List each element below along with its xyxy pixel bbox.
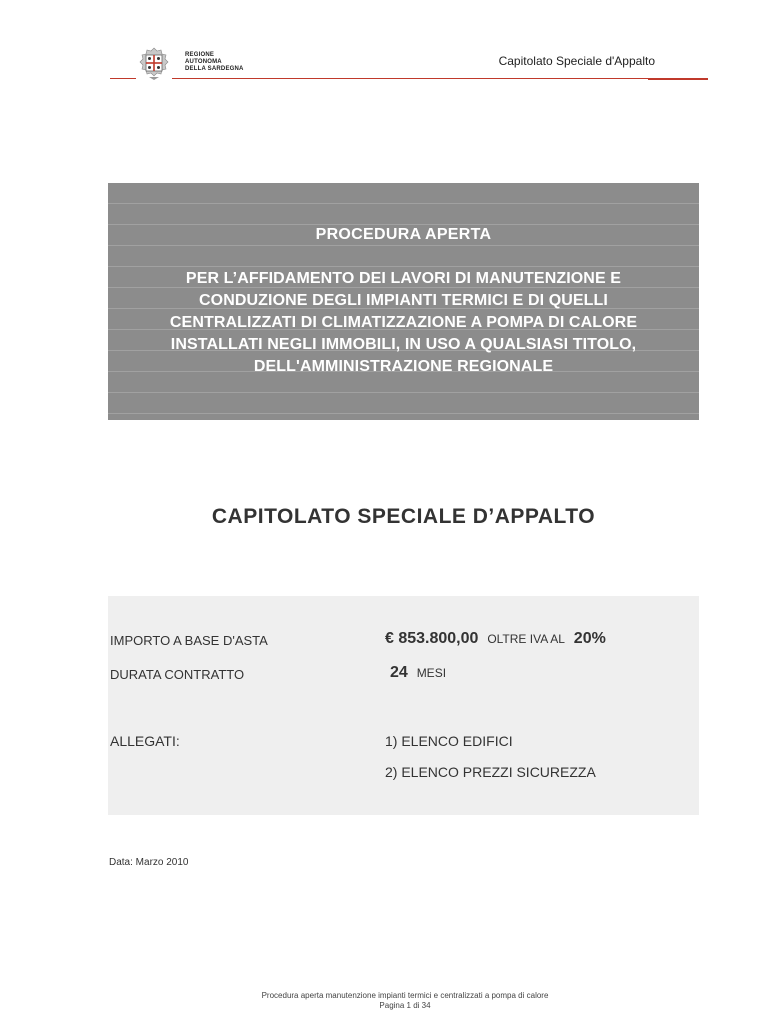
- durata-number: 24: [390, 664, 408, 681]
- allegati-label: ALLEGATI:: [110, 733, 180, 749]
- organization-name: [185, 52, 244, 73]
- durata-unit: MESI: [416, 666, 447, 680]
- procedure-line: DELL'AMMINISTRAZIONE REGIONALE: [253, 358, 554, 375]
- importo-amount: € 853.800,00: [385, 630, 479, 647]
- allegati-item: 2) ELENCO PREZZI SICUREZZA: [385, 764, 596, 780]
- page-number: Pagina 1 di 34: [379, 1001, 431, 1010]
- org-line-1: REGIONE: [185, 52, 215, 58]
- document-date: Data: Marzo 2010: [109, 857, 189, 868]
- durata-value: [390, 664, 446, 682]
- org-line-2: AUTONOMA: [185, 59, 222, 65]
- procedure-description: [118, 268, 689, 378]
- importo-oltre: OLTRE IVA AL: [487, 632, 565, 646]
- main-title: CAPITOLATO SPECIALE D’APPALTO: [211, 505, 596, 528]
- procedure-title-box: [108, 183, 699, 420]
- procedure-title: PROCEDURA APERTA: [315, 226, 492, 243]
- coat-of-arms-icon: [137, 47, 171, 81]
- contract-details-box: [108, 596, 699, 815]
- header-rule-left: [110, 78, 136, 79]
- org-line-3: DELLA SARDEGNA: [185, 66, 244, 72]
- importo-label: IMPORTO A BASE D'ASTA: [110, 633, 268, 648]
- header-document-title: Capitolato Speciale d'Appalto: [498, 54, 655, 68]
- procedure-line: CENTRALIZZATI DI CLIMATIZZAZIONE A POMPA DI CALORE: [169, 314, 638, 331]
- durata-label: DURATA CONTRATTO: [110, 667, 245, 682]
- procedure-line: INSTALLATI NEGLI IMMOBILI, IN USO A QUALSIASI TITOLO,: [170, 336, 637, 353]
- footer-description: Procedura aperta manutenzione impianti termici e centralizzati a pompa di calore: [261, 991, 549, 1000]
- allegati-item: 1) ELENCO EDIFICI: [385, 733, 513, 749]
- procedure-line: PER L’AFFIDAMENTO DEI LAVORI DI MANUTENZIONE E: [185, 270, 622, 287]
- header-rule-accent: [648, 79, 708, 80]
- page-footer: [0, 991, 770, 1011]
- page-header: [0, 0, 770, 90]
- procedure-line: CONDUZIONE DEGLI IMPIANTI TERMICI E DI QUELLI: [199, 292, 608, 309]
- importo-iva: 20%: [573, 630, 606, 647]
- importo-value: [385, 630, 606, 648]
- header-rule-right: [172, 78, 708, 79]
